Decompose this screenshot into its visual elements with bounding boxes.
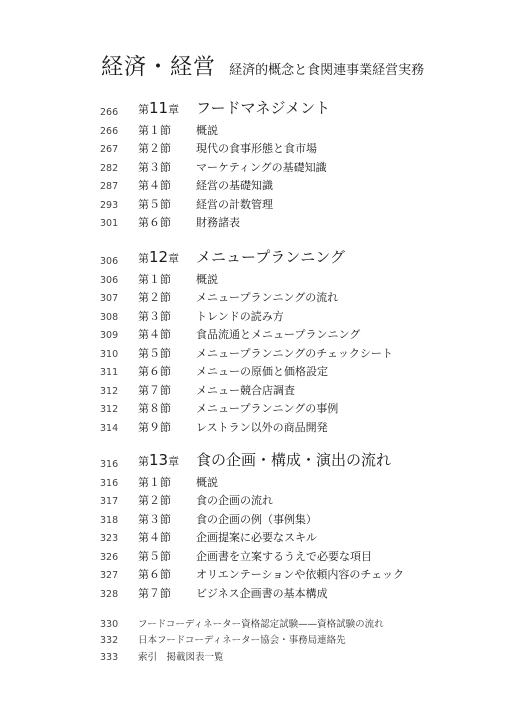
page-number: 307 — [100, 293, 119, 304]
page-number: 301 — [100, 218, 119, 229]
section-label: 第５節 — [138, 346, 171, 360]
section-title: トレンドの読み方 — [196, 309, 284, 323]
toc-entry — [0, 196, 507, 215]
section-label: 第３節 — [138, 160, 171, 174]
appendix-title: 索引 掲載図表一覧 — [138, 651, 224, 663]
page-number: 330 — [100, 618, 119, 630]
page-number: 317 — [100, 496, 119, 507]
page-number: 323 — [100, 533, 119, 544]
toc-entry — [0, 419, 507, 438]
page-number: 332 — [100, 635, 119, 646]
page-number: 327 — [100, 570, 119, 581]
section-title: マーケティングの基礎知識 — [196, 160, 327, 174]
toc-entry — [0, 122, 507, 141]
section-title: オリエンテーションや依頼内容のチェック — [196, 568, 405, 581]
section-label: 第６節 — [138, 365, 171, 378]
page-number: 266 — [100, 107, 119, 118]
part-header — [101, 50, 424, 81]
toc-entry — [0, 567, 507, 586]
toc-entry — [0, 345, 507, 364]
section-title: 概説 — [196, 475, 218, 489]
section-label: 第６節 — [138, 568, 171, 581]
page-number: 287 — [100, 181, 119, 192]
chapter-13 — [0, 446, 507, 604]
section-label: 第５節 — [138, 197, 171, 211]
section-label: 第７節 — [138, 586, 171, 600]
page-number: 312 — [100, 385, 119, 397]
section-title: メニュープランニングのチェックシート — [196, 346, 393, 360]
page-number: 314 — [100, 422, 119, 434]
page-number: 312 — [100, 404, 119, 415]
page-number: 282 — [100, 162, 119, 174]
section-label: 第５節 — [138, 549, 171, 563]
section-label: 第１節 — [138, 475, 171, 489]
part-title: 経済・経営 — [101, 55, 217, 80]
toc-entry — [0, 382, 507, 401]
chapter-title: メニュープランニング — [196, 248, 345, 266]
section-title: 企画提案に必要なスキル — [196, 531, 317, 544]
section-title: 食品流通とメニュープランニング — [196, 328, 361, 341]
section-title: メニュー競合店調査 — [196, 383, 295, 397]
page-number: 318 — [100, 514, 119, 526]
section-title: メニュープランニングの事例 — [196, 402, 339, 415]
appendix-entry — [0, 616, 507, 633]
chapter-11 — [0, 94, 507, 233]
section-label: 第２節 — [138, 494, 171, 507]
section-title: 食の企画の流れ — [196, 494, 273, 507]
toc-entry — [0, 401, 507, 420]
toc-entry — [0, 271, 507, 290]
section-label: 第４節 — [138, 179, 171, 192]
page-number: 267 — [100, 144, 119, 155]
toc-entry — [0, 159, 507, 178]
section-title: 食の企画の例（事例集） — [196, 512, 317, 526]
page-number: 311 — [100, 367, 119, 378]
appendix-list — [0, 616, 507, 666]
appendix-entry — [0, 633, 507, 650]
page-number: 309 — [100, 330, 119, 341]
part-subtitle: 経済的概念と食関連事業経営実務 — [229, 63, 425, 78]
section-label: 第８節 — [138, 402, 171, 415]
toc-entry — [0, 308, 507, 327]
page-number: 266 — [100, 125, 119, 137]
chapter-number: 第11章 — [138, 99, 180, 117]
page-number: 316 — [100, 477, 119, 489]
section-label: 第１節 — [138, 272, 171, 286]
section-title: 現代の食事形態と食市場 — [196, 142, 317, 155]
page-number: 306 — [100, 274, 119, 286]
page-number: 333 — [100, 651, 119, 663]
page-number: 316 — [100, 459, 119, 470]
toc-entry — [0, 530, 507, 549]
section-title: 企画書を立案するうえで必要な項目 — [196, 549, 372, 563]
toc-entry — [0, 474, 507, 493]
section-title: 概説 — [196, 123, 218, 137]
toc-entry — [0, 178, 507, 197]
section-title: 概説 — [196, 272, 218, 286]
toc-entry — [0, 511, 507, 530]
section-label: 第１節 — [138, 123, 171, 137]
section-label: 第２節 — [138, 142, 171, 155]
toc-entry — [0, 585, 507, 604]
page-number: 328 — [100, 588, 119, 600]
toc-entry — [0, 548, 507, 567]
section-title: レストラン以外の商品開発 — [196, 420, 328, 434]
page-number: 308 — [100, 311, 119, 323]
section-label: 第３節 — [138, 309, 171, 323]
page-number: 326 — [100, 551, 119, 563]
chapter-12 — [0, 243, 507, 438]
appendix-title: フードコーディネーター資格認定試験——資格試験の流れ — [138, 618, 384, 630]
toc-entry — [0, 290, 507, 309]
toc-entry — [0, 327, 507, 346]
section-title: 経営の基礎知識 — [196, 179, 273, 192]
appendix-title: 日本フードコーディネーター協会・事務局連絡先 — [138, 635, 346, 646]
page-number: 310 — [100, 348, 119, 360]
chapter-title: 食の企画・構成・演出の流れ — [196, 451, 392, 469]
page-number: 293 — [100, 199, 119, 211]
section-label: 第４節 — [138, 328, 171, 341]
chapter-number: 第12章 — [138, 248, 180, 266]
toc-entry — [0, 215, 507, 234]
section-label: 第９節 — [138, 420, 171, 434]
chapter-title: フードマネジメント — [196, 99, 331, 117]
toc-entry — [0, 141, 507, 160]
section-label: 第４節 — [138, 531, 171, 544]
section-label: 第３節 — [138, 512, 171, 526]
toc-entry — [0, 493, 507, 512]
section-title: ビジネス企画書の基本構成 — [196, 586, 328, 600]
section-label: 第２節 — [138, 291, 171, 304]
section-label: 第７節 — [138, 383, 171, 397]
chapter-heading — [0, 446, 507, 474]
section-title: 経営の計数管理 — [196, 197, 273, 211]
section-title: メニュープランニングの流れ — [196, 291, 339, 304]
toc-entry — [0, 364, 507, 383]
chapter-heading — [0, 94, 507, 122]
chapter-number: 第13章 — [138, 451, 180, 469]
chapter-heading — [0, 243, 507, 271]
section-title: 財務諸表 — [196, 216, 240, 229]
section-title: メニューの原価と価格設定 — [196, 365, 328, 378]
appendix-entry — [0, 649, 507, 666]
page-number: 306 — [100, 256, 119, 267]
section-label: 第６節 — [138, 216, 171, 229]
